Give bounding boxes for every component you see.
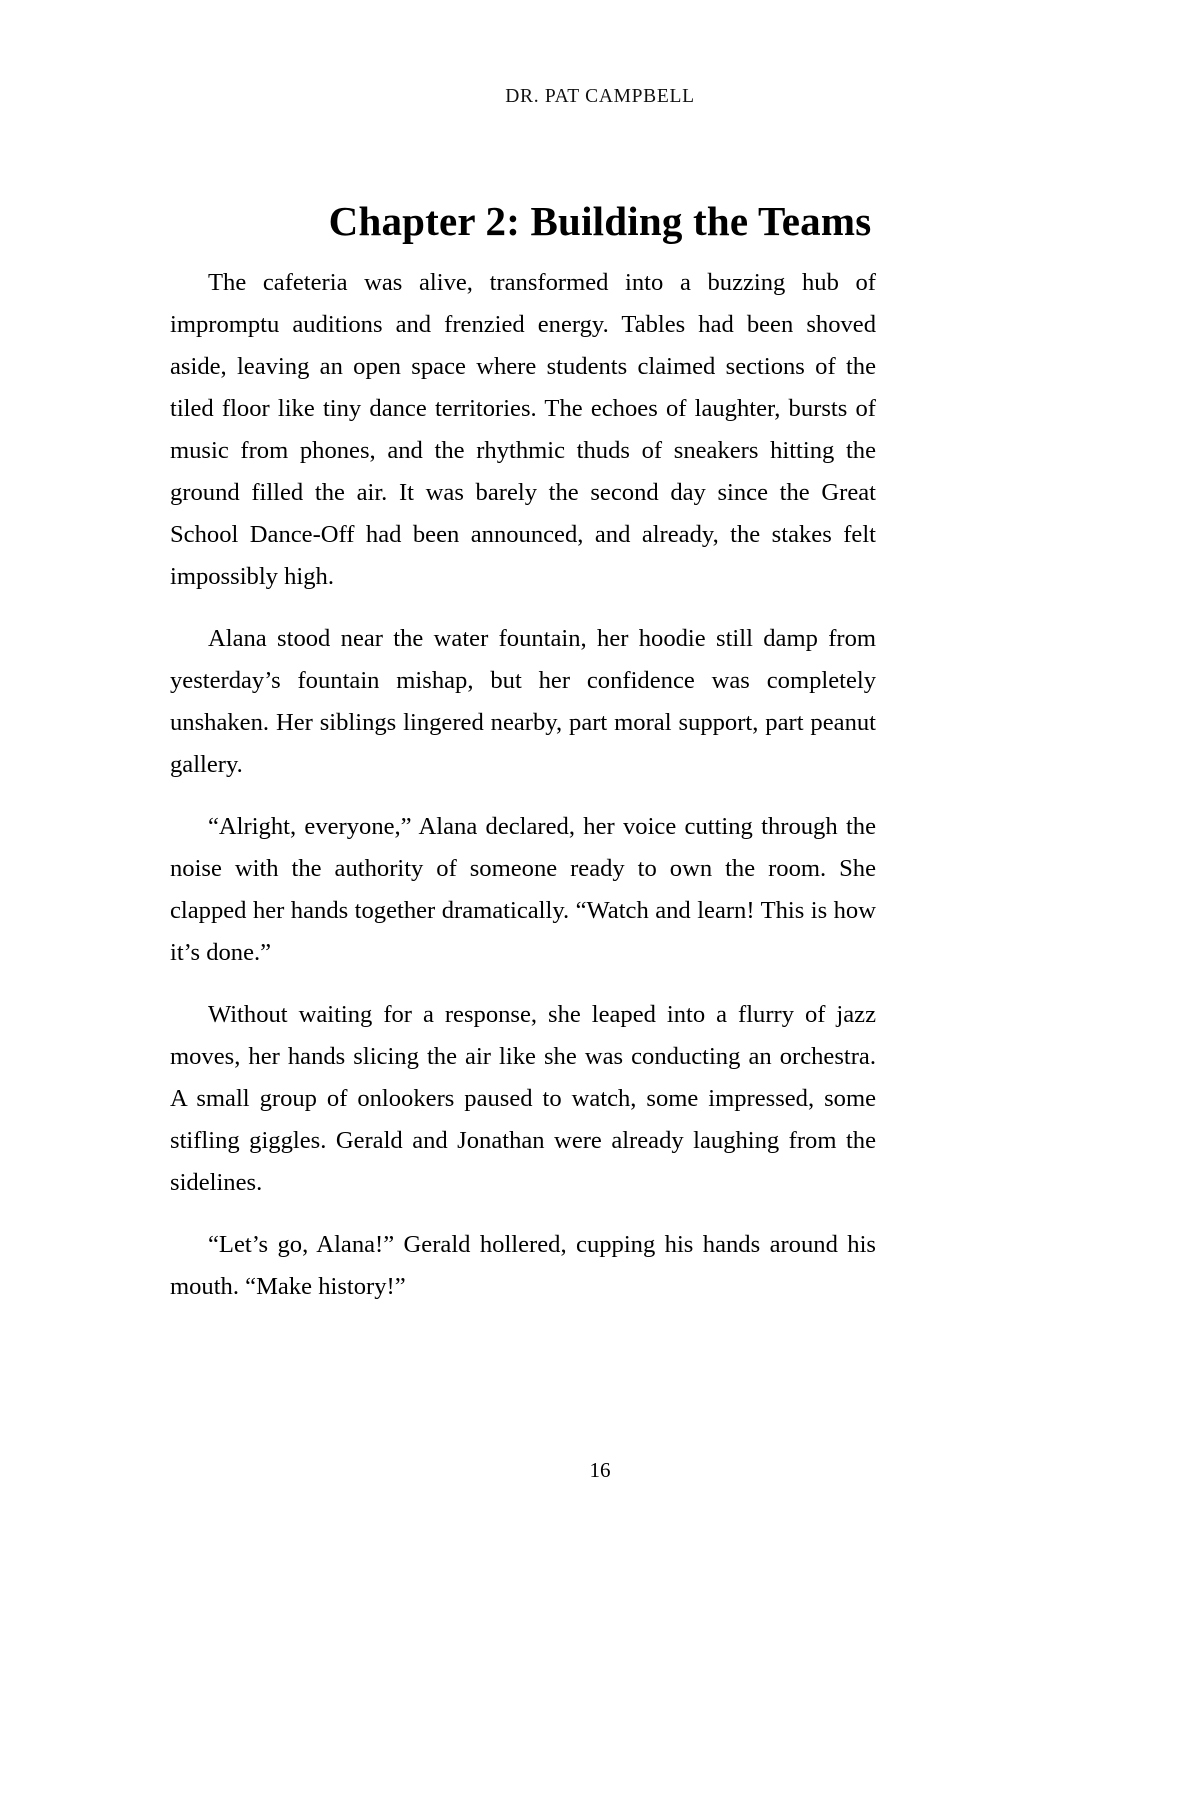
page-title: Chapter 2: Building the Teams <box>328 198 872 245</box>
body-text <box>170 262 876 1308</box>
paragraph: “Let’s go, Alana!” Gerald hollered, cupping his hands around his mouth. “Make history!” <box>170 1231 876 1300</box>
page-number: 16 <box>589 1458 611 1482</box>
paragraph: Alana stood near the water fountain, her hoodie still damp from yesterday’s fountain mishap, but her confidence was completely unshaken. Her siblings lingered nearby, part moral support, part peanut gallery. <box>170 625 876 778</box>
paragraph: The cafeteria was alive, transformed into a buzzing hub of impromptu auditions and frenzied energy. Tables had been shoved aside, leaving an open space where students claimed sections of the tiled floor like tiny dance territories. The echoes of laughter, bursts of music from phones, and the rhythmic thuds of sneakers hitting the ground filled the air. It was barely the second day since the Great School Dance-Off had been announced, and already, the stakes felt impossibly high. <box>170 269 876 590</box>
paragraph: “Alright, everyone,” Alana declared, her voice cutting through the noise with the authority of someone ready to own the room. She clapped her hands together dramatically. “Watch and learn! This is how it’s done.” <box>170 813 876 966</box>
paragraph: Without waiting for a response, she leaped into a flurry of jazz moves, her hands slicing the air like she was conducting an orchestra. A small group of onlookers paused to watch, some impressed, some stifling giggles. Gerald and Jonathan were already laughing from the sidelines. <box>170 1001 876 1196</box>
running-header: DR. PAT CAMPBELL <box>505 86 695 107</box>
